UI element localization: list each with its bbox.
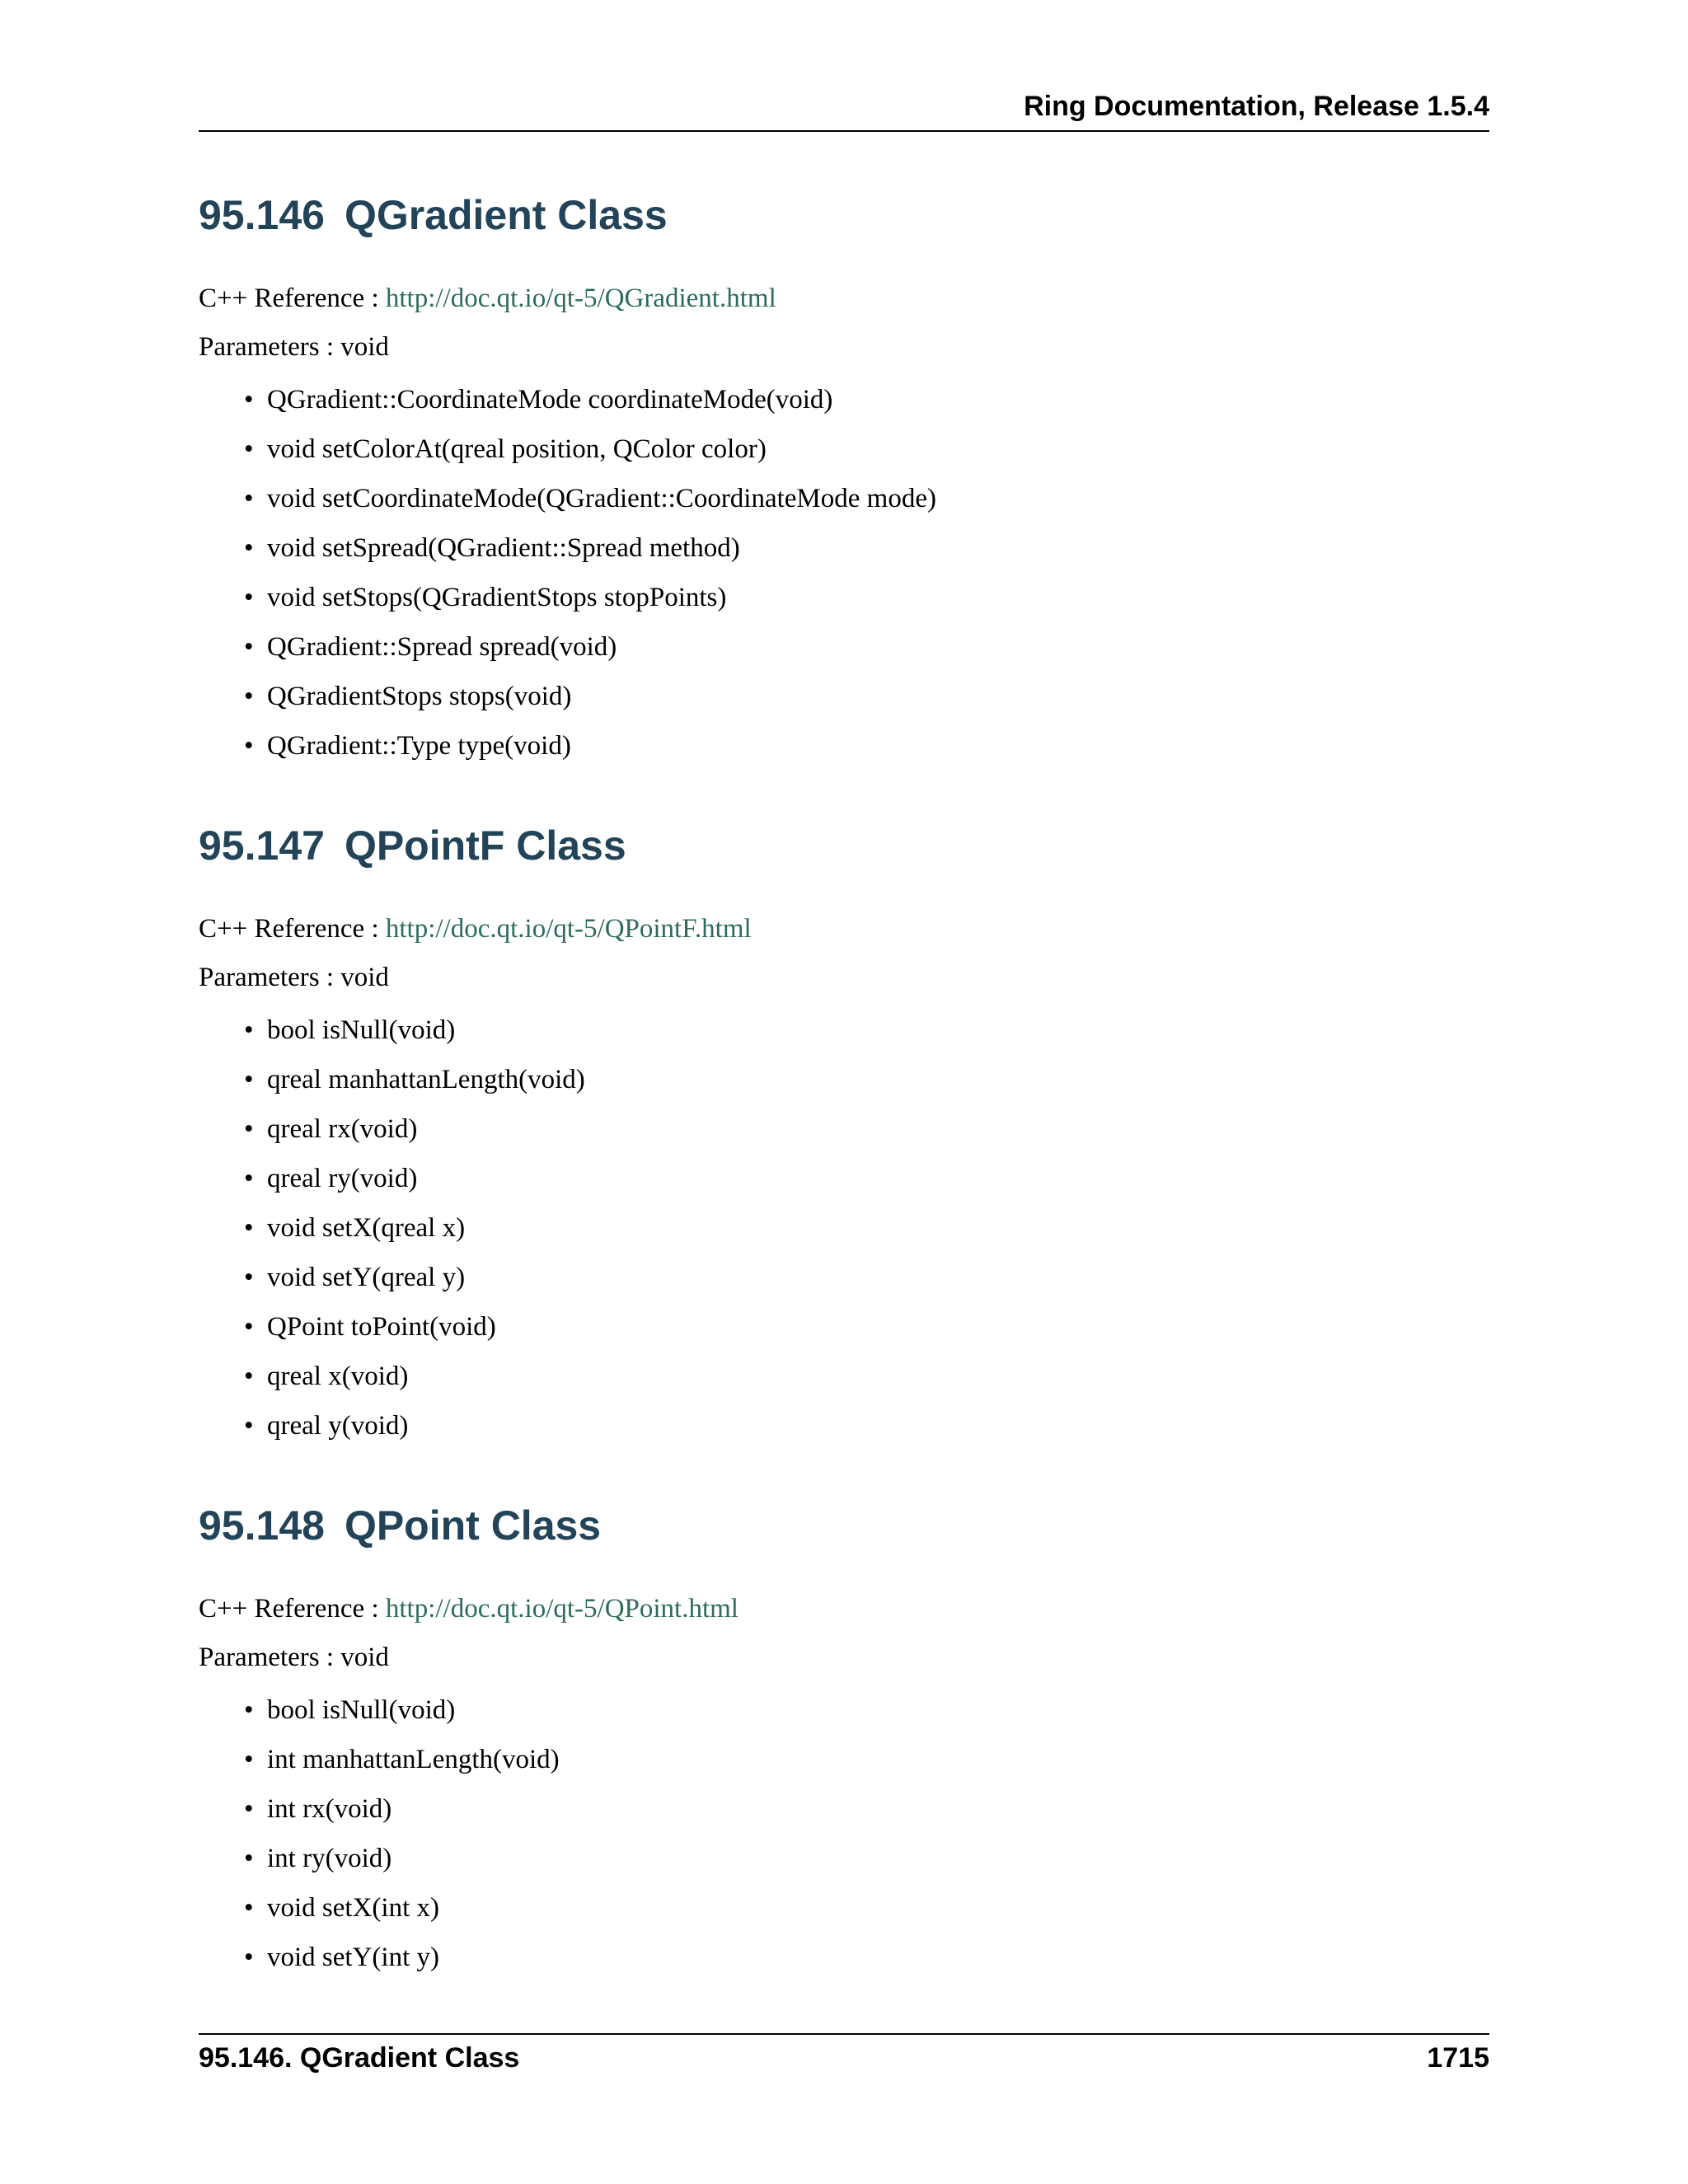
section-title-qpoint xyxy=(199,1502,601,1549)
list-item: • void setY(qreal y) xyxy=(244,1253,585,1302)
section-number: 95.146 xyxy=(199,192,325,238)
list-item: • qreal y(void) xyxy=(244,1401,585,1451)
footer-section: 95.146. QGradient Class xyxy=(199,2042,520,2074)
footer-rule xyxy=(199,2033,1489,2035)
list-item: • QPoint toPoint(void) xyxy=(244,1302,585,1352)
section-title-qpointf xyxy=(199,822,626,869)
running-header: Ring Documentation, Release 1.5.4 xyxy=(1024,91,1489,122)
section-title-qgradient xyxy=(199,191,668,239)
list-item: • void setY(int y) xyxy=(244,1933,560,1982)
list-item: • void setCoordinateMode(QGradient::CoordinateMode mode) xyxy=(244,474,936,523)
list-item: • qreal rx(void) xyxy=(244,1104,585,1154)
reference-label: C++ Reference : xyxy=(199,1594,379,1624)
list-item: • QGradient::Spread spread(void) xyxy=(244,622,936,672)
reference-line xyxy=(199,914,752,944)
reference-line xyxy=(199,1594,738,1624)
list-item: • bool isNull(void) xyxy=(244,1005,585,1055)
header-rule xyxy=(199,130,1489,132)
list-item: • bool isNull(void) xyxy=(244,1685,560,1735)
list-item: • void setStops(QGradientStops stopPoints) xyxy=(244,573,936,622)
list-item: • QGradient::CoordinateMode coordinateMode(void) xyxy=(244,375,936,424)
list-item: • QGradient::Type type(void) xyxy=(244,721,936,771)
method-list-qgradient xyxy=(244,375,936,771)
reference-line xyxy=(199,284,776,314)
list-item: • void setX(qreal x) xyxy=(244,1203,585,1253)
section-number: 95.147 xyxy=(199,823,325,869)
reference-label: C++ Reference : xyxy=(199,284,379,313)
reference-link[interactable]: http://doc.qt.io/qt-5/QPoint.html xyxy=(385,1594,738,1624)
list-item: • void setX(int x) xyxy=(244,1883,560,1933)
list-item: • qreal x(void) xyxy=(244,1352,585,1401)
reference-link[interactable]: http://doc.qt.io/qt-5/QGradient.html xyxy=(385,284,776,313)
list-item: • qreal manhattanLength(void) xyxy=(244,1055,585,1104)
list-item: • int rx(void) xyxy=(244,1784,560,1834)
parameters-line: Parameters : void xyxy=(199,963,389,992)
section-name: QGradient Class xyxy=(344,192,668,238)
list-item: • QGradientStops stops(void) xyxy=(244,672,936,721)
method-list-qpoint xyxy=(244,1685,560,1982)
method-list-qpointf xyxy=(244,1005,585,1451)
list-item: • int ry(void) xyxy=(244,1834,560,1883)
list-item: • int manhattanLength(void) xyxy=(244,1735,560,1784)
page-number: 1715 xyxy=(1427,2042,1489,2074)
reference-label: C++ Reference : xyxy=(199,914,379,944)
parameters-line: Parameters : void xyxy=(199,1643,389,1672)
list-item: • qreal ry(void) xyxy=(244,1154,585,1203)
list-item: • void setSpread(QGradient::Spread method) xyxy=(244,523,936,573)
section-number: 95.148 xyxy=(199,1502,325,1549)
list-item: • void setColorAt(qreal position, QColor color) xyxy=(244,424,936,474)
reference-link[interactable]: http://doc.qt.io/qt-5/QPointF.html xyxy=(385,914,752,944)
section-name: QPoint Class xyxy=(344,1502,602,1549)
section-name: QPointF Class xyxy=(344,823,626,869)
parameters-line: Parameters : void xyxy=(199,332,389,362)
